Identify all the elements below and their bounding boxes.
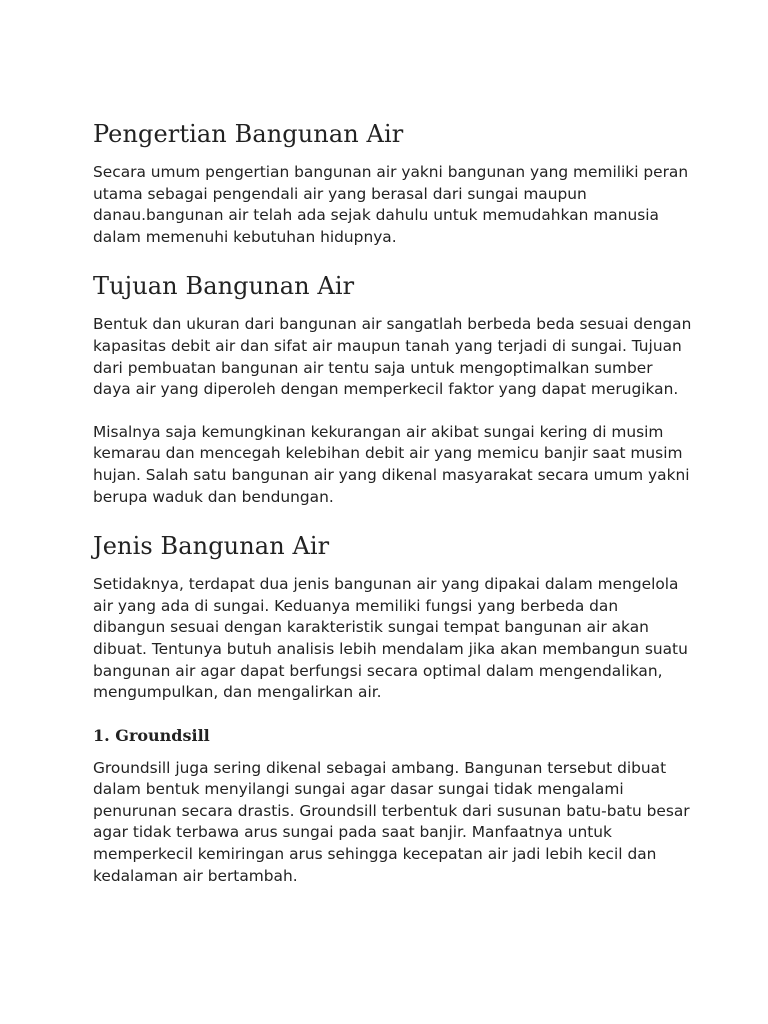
heading-pengertian: Pengertian Bangunan Air	[93, 120, 404, 148]
paragraph-tujuan-2: Misalnya saja kemungkinan kekurangan air akibat sungai kering di musim kemarau dan mencegah kelebihan debit air yang memicu banjir saat musim hujan. Salah satu bangunan air yang dikenal masyarakat secara umum yakni berupa waduk dan bendungan.	[93, 422, 690, 506]
paragraph-pengertian: Secara umum pengertian bangunan air yakni bangunan yang memiliki peran utama sebagai pengendali air yang berasal dari sungai maupun danau.bangunan air telah ada sejak dahulu untuk memudahkan manusia dalam memenuhi kebutuhan hidupnya.	[93, 163, 689, 246]
heading-jenis: Jenis Bangunan Air	[93, 532, 330, 561]
document-content	[93, 116, 693, 887]
paragraph-groundsill: Groundsill juga sering dikenal sebagai ambang. Bangunan tersebut dibuat dalam bentuk menyilangi sungai agar dasar sungai tidak mengalami penurunan secara drastis. Groundsill terbentuk dari susunan batu-batu besar agar tidak terbawa arus sungai pada saat banjir. Manfaatnya untuk memperkecil kemiringan arus sehingga kecepatan air jadi lebih kecil dan kedalaman air bertambah.	[93, 758, 690, 885]
heading-tujuan: Tujuan Bangunan Air	[93, 272, 355, 301]
paragraph-tujuan-1: Bentuk dan ukuran dari bangunan air sangatlah berbeda beda sesuai dengan kapasitas debit air dan sifat air maupun tanah yang terjadi di sungai. Tujuan dari pembuatan bangunan air tentu saja untuk mengoptimalkan sumber daya air yang diperoleh dengan memperkecil faktor yang dapat merugikan.	[93, 315, 692, 399]
paragraph-jenis: Setidaknya, terdapat dua jenis bangunan air yang dipakai dalam mengelola air yang ada di sungai. Keduanya memiliki fungsi yang berbeda dan dibangun sesuai dengan karakteristik sungai tempat bangunan air akan dibuat. Tentunya butuh analisis lebih mendalam jika akan membangun suatu bangunan air agar dapat berfungsi secara optimal dalam mengendalikan, mengumpulkan, dan mengalirkan air.	[93, 575, 688, 702]
heading-groundsill: 1. Groundsill	[93, 725, 210, 745]
